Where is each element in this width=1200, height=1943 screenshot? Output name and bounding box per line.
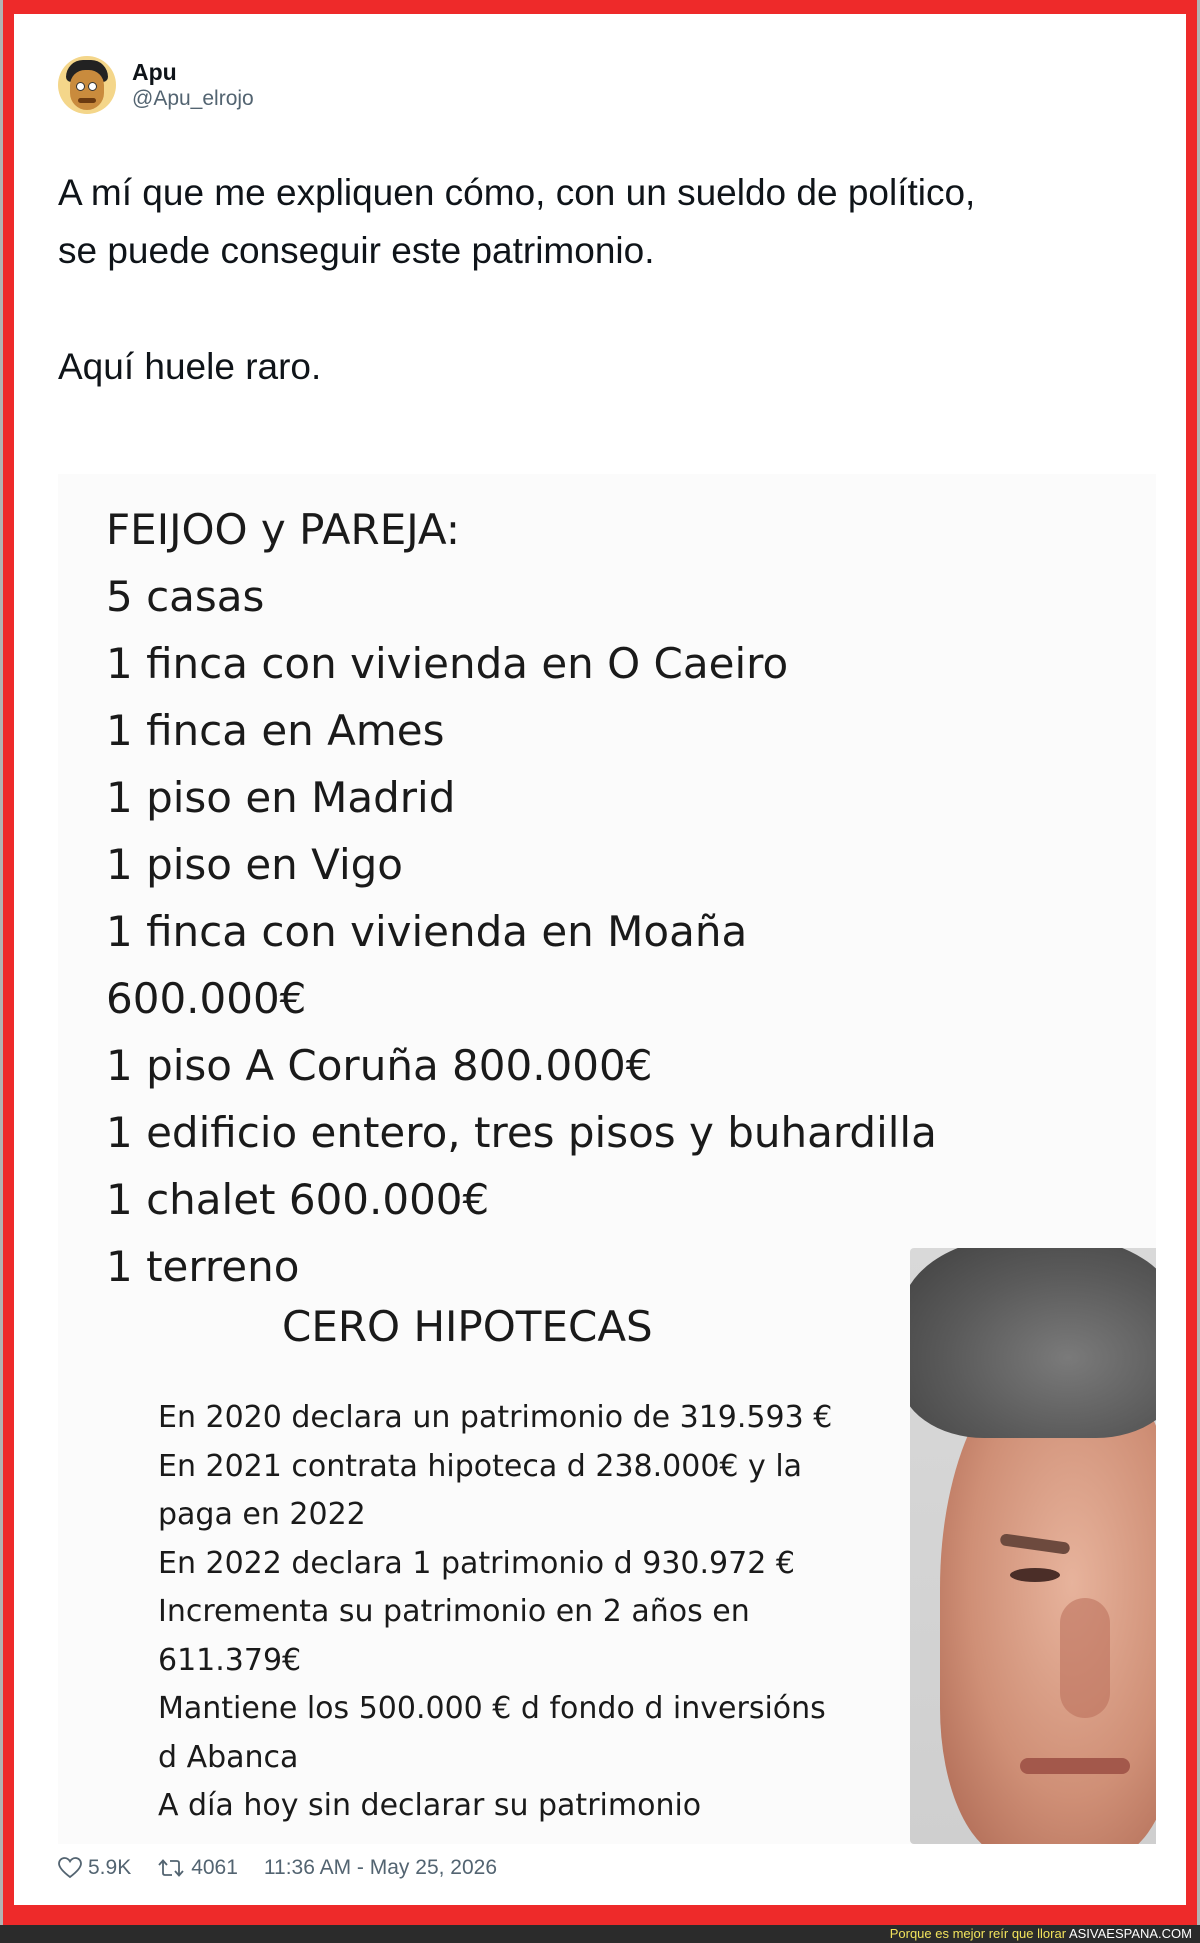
retweet-icon	[157, 1857, 185, 1879]
list-item: 1 finca con vivienda en O Caeiro	[106, 639, 789, 688]
list-item: 1 edificio entero, tres pisos y buhardilla	[106, 1108, 937, 1157]
list-item: 1 finca con vivienda en Moaña	[106, 907, 748, 956]
detail-line: En 2020 declara un patrimonio de 319.593 €	[158, 1400, 833, 1435]
tweet-footer	[58, 1856, 497, 1880]
heart-icon	[58, 1857, 82, 1879]
list-item: 1 finca en Ames	[106, 706, 445, 755]
details-list	[158, 1394, 938, 1831]
tweet-text	[58, 164, 1138, 396]
author-names	[132, 58, 254, 112]
brand-bar	[0, 1925, 1200, 1943]
image-heading: CERO HIPOTECAS	[282, 1302, 653, 1351]
list-item: 5 casas	[106, 572, 265, 621]
detail-line: En 2021 contrata hipoteca d 238.000€ y la	[158, 1448, 803, 1484]
list-item: FEIJOO y PAREJA:	[106, 505, 461, 554]
tweet-line: A mí que me expliquen cómo, con un sueldo de político,	[58, 172, 976, 213]
detail-line: En 2022 declara 1 patrimonio d 930.972 €	[158, 1545, 795, 1581]
tweet-image[interactable]	[58, 474, 1156, 1844]
detail-line: 611.379€	[158, 1642, 302, 1678]
brand-tagline: Porque es mejor reír que llorar	[889, 1926, 1067, 1941]
like-count: 5.9K	[88, 1856, 132, 1879]
tweet-header	[58, 56, 254, 114]
avatar[interactable]	[58, 56, 116, 114]
timestamp[interactable]: 11:36 AM - May 25, 2026	[263, 1856, 498, 1879]
like-button[interactable]	[58, 1856, 131, 1880]
detail-line: d Abanca	[158, 1739, 299, 1775]
brand-site[interactable]: ASIVAESPANA.COM	[1068, 1926, 1192, 1941]
user-handle[interactable]: @Apu_elrojo	[132, 87, 254, 110]
display-name[interactable]: Apu	[132, 59, 177, 85]
detail-line: Mantiene los 500.000 € d fondo d inversións	[158, 1691, 826, 1726]
tweet-line: se puede conseguir este patrimonio.	[58, 230, 655, 271]
list-item: 600.000€	[106, 974, 307, 1023]
property-list	[106, 496, 937, 1300]
detail-line: Incrementa su patrimonio en 2 años en	[158, 1594, 750, 1629]
detail-line: paga en 2022	[158, 1497, 366, 1532]
list-item: 1 piso en Madrid	[106, 773, 456, 822]
tweet-line: Aquí huele raro.	[58, 346, 322, 387]
retweet-count: 4061	[191, 1856, 238, 1879]
list-item: 1 piso A Coruña 800.000€	[106, 1041, 653, 1090]
portrait-photo	[910, 1248, 1156, 1844]
list-item: 1 terreno	[106, 1242, 300, 1291]
tweet-card	[14, 14, 1186, 1905]
list-item: 1 piso en Vigo	[106, 840, 403, 889]
retweet-button[interactable]	[157, 1856, 238, 1880]
detail-line: A día hoy sin declarar su patrimonio	[158, 1788, 702, 1823]
list-item: 1 chalet 600.000€	[106, 1175, 490, 1224]
